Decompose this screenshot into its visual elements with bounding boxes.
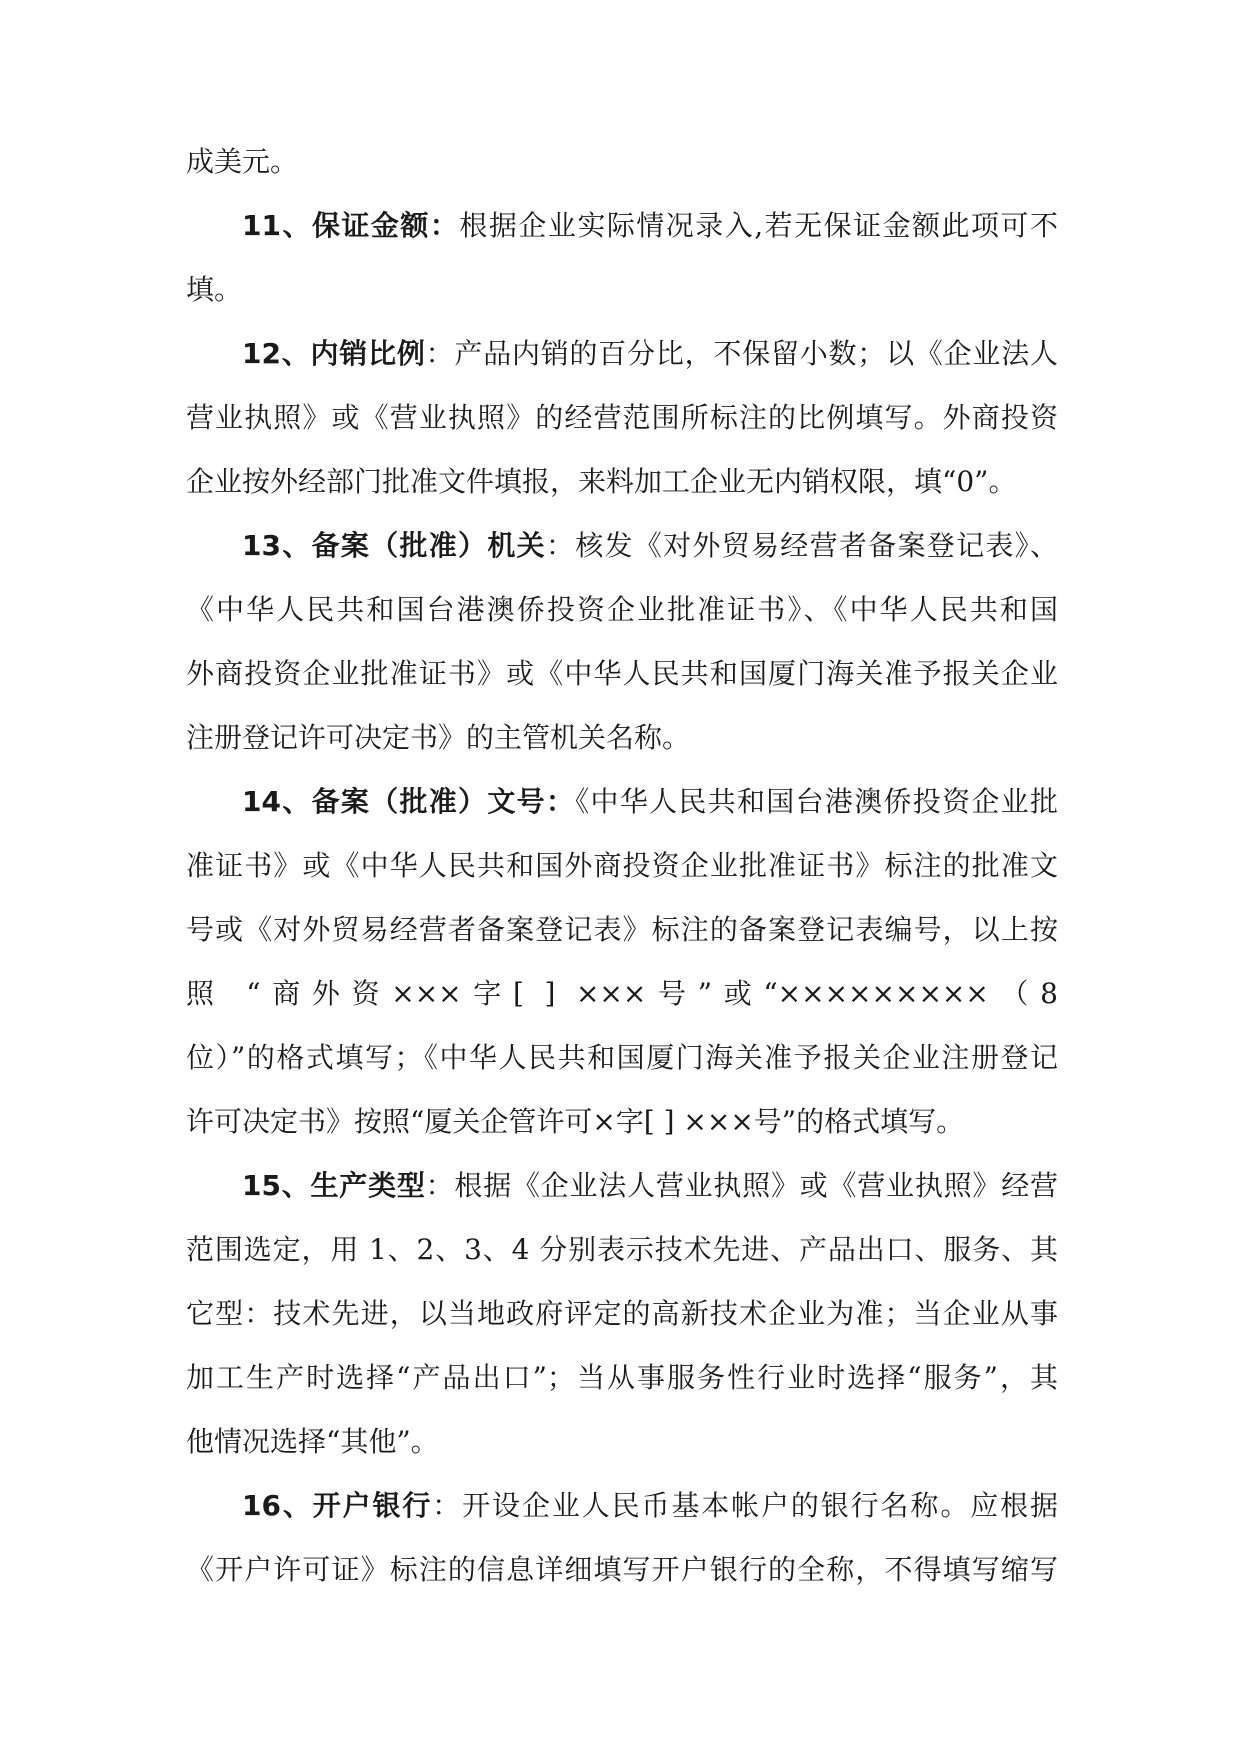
item-number: 13、 — [242, 529, 312, 562]
text-line — [186, 834, 1058, 898]
paragraph-text: 《中华人民共和国台港澳侨投资企业批 — [575, 785, 1058, 818]
paragraph-text: 产品内销的百分比，不保留小数；以《企业法人 — [454, 337, 1058, 370]
text-line — [186, 1410, 1058, 1474]
text-line — [186, 1346, 1058, 1410]
item-term: 保证金额 — [311, 209, 430, 242]
paragraph-text: 位）”的格式填写；《中华人民共和国厦门海关准予报关企业注册登记 — [186, 1041, 1058, 1074]
item-number: 11、 — [242, 209, 312, 242]
item-term: 内销比例 — [310, 337, 426, 370]
paragraph-text: 营业执照》或《营业执照》的经营范围所标注的比例填写。外商投资 — [186, 401, 1058, 434]
item-term: 备案（批准）机关 — [311, 529, 546, 562]
text-line — [186, 1282, 1058, 1346]
paragraph-text: 开设企业人民币基本帐户的银行名称。应根据 — [462, 1489, 1058, 1522]
item-15-heading-line — [186, 1154, 1058, 1218]
item-separator: ： — [545, 529, 576, 562]
text-line — [186, 962, 1058, 1026]
text-line — [186, 450, 1058, 514]
document-page — [186, 130, 1058, 1602]
paragraph-text: 成美元。 — [186, 145, 299, 178]
paragraph-text: 它型：技术先进，以当地政府评定的高新技术企业为准；当企业从事 — [186, 1297, 1058, 1330]
item-separator: ： — [432, 1489, 463, 1522]
item-number: 14、 — [242, 785, 312, 818]
item-separator: ： — [429, 209, 460, 242]
item-separator: ： — [425, 1169, 455, 1202]
paragraph-text: 企业按外经部门批准文件填报，来料加工企业无内销权限，填“0”。 — [186, 465, 1017, 498]
text-line — [186, 1538, 1058, 1602]
item-16-heading-line — [186, 1474, 1058, 1538]
paragraph-text: 注册登记许可决定书》的主管机关名称。 — [186, 721, 691, 754]
paragraph-text: 外商投资企业批准证书》或《中华人民共和国厦门海关准予报关企业 — [186, 657, 1058, 690]
paragraph-text: 加工生产时选择“产品出口”；当从事服务性行业时选择“服务”，其 — [186, 1361, 1058, 1394]
text-line — [186, 386, 1058, 450]
text-line — [186, 578, 1058, 642]
text-line — [186, 258, 1058, 322]
item-number: 16、 — [242, 1489, 313, 1522]
paragraph-text: 根据企业实际情况录入,若无保证金额此项可不 — [459, 209, 1058, 242]
item-term: 开户银行 — [312, 1489, 433, 1522]
paragraph-text: 《中华人民共和国台港澳侨投资企业批准证书》、《中华人民共和国 — [186, 593, 1058, 626]
text-line — [186, 1026, 1058, 1090]
paragraph-text: 核发《对外贸易经营者备案登记表》、 — [575, 529, 1058, 562]
text-line — [186, 706, 1058, 770]
item-14-heading-line — [186, 770, 1058, 834]
paragraph-text: 填。 — [186, 273, 243, 306]
item-term: 生产类型 — [310, 1169, 426, 1202]
paragraph-text: 根据《企业法人营业执照》或《营业执照》经营 — [454, 1169, 1058, 1202]
paragraph-text: 号或《对外贸易经营者备案登记表》标注的备案登记表编号，以上按 — [186, 913, 1058, 946]
paragraph-text: 他情况选择“其他”。 — [186, 1425, 439, 1458]
item-separator: ： — [425, 337, 455, 370]
text-line — [186, 898, 1058, 962]
text-line — [186, 130, 1058, 194]
paragraph-text: 范围选定，用 1、2、3、4 分别表示技术先进、产品出口、服务、其 — [186, 1233, 1058, 1266]
paragraph-text: 《开户许可证》标注的信息详细填写开户银行的全称，不得填写缩写 — [186, 1553, 1058, 1586]
item-separator: ： — [545, 785, 576, 818]
item-number: 15、 — [242, 1169, 311, 1202]
item-12-heading-line — [186, 322, 1058, 386]
paragraph-text: 准证书》或《中华人民共和国外商投资企业批准证书》标注的批准文 — [186, 849, 1058, 882]
text-line — [186, 642, 1058, 706]
item-11-heading-line — [186, 194, 1058, 258]
text-line — [186, 1090, 1058, 1154]
item-term: 备案（批准）文号 — [311, 785, 546, 818]
item-number: 12、 — [242, 337, 311, 370]
paragraph-text: 照 “商外资×××字[ ] ×××号”或“×××××××××（8 — [186, 977, 1058, 1010]
text-line — [186, 1218, 1058, 1282]
item-13-heading-line — [186, 514, 1058, 578]
paragraph-text: 许可决定书》按照“厦关企管许可×字[ ] ×××号”的格式填写。 — [186, 1105, 965, 1138]
